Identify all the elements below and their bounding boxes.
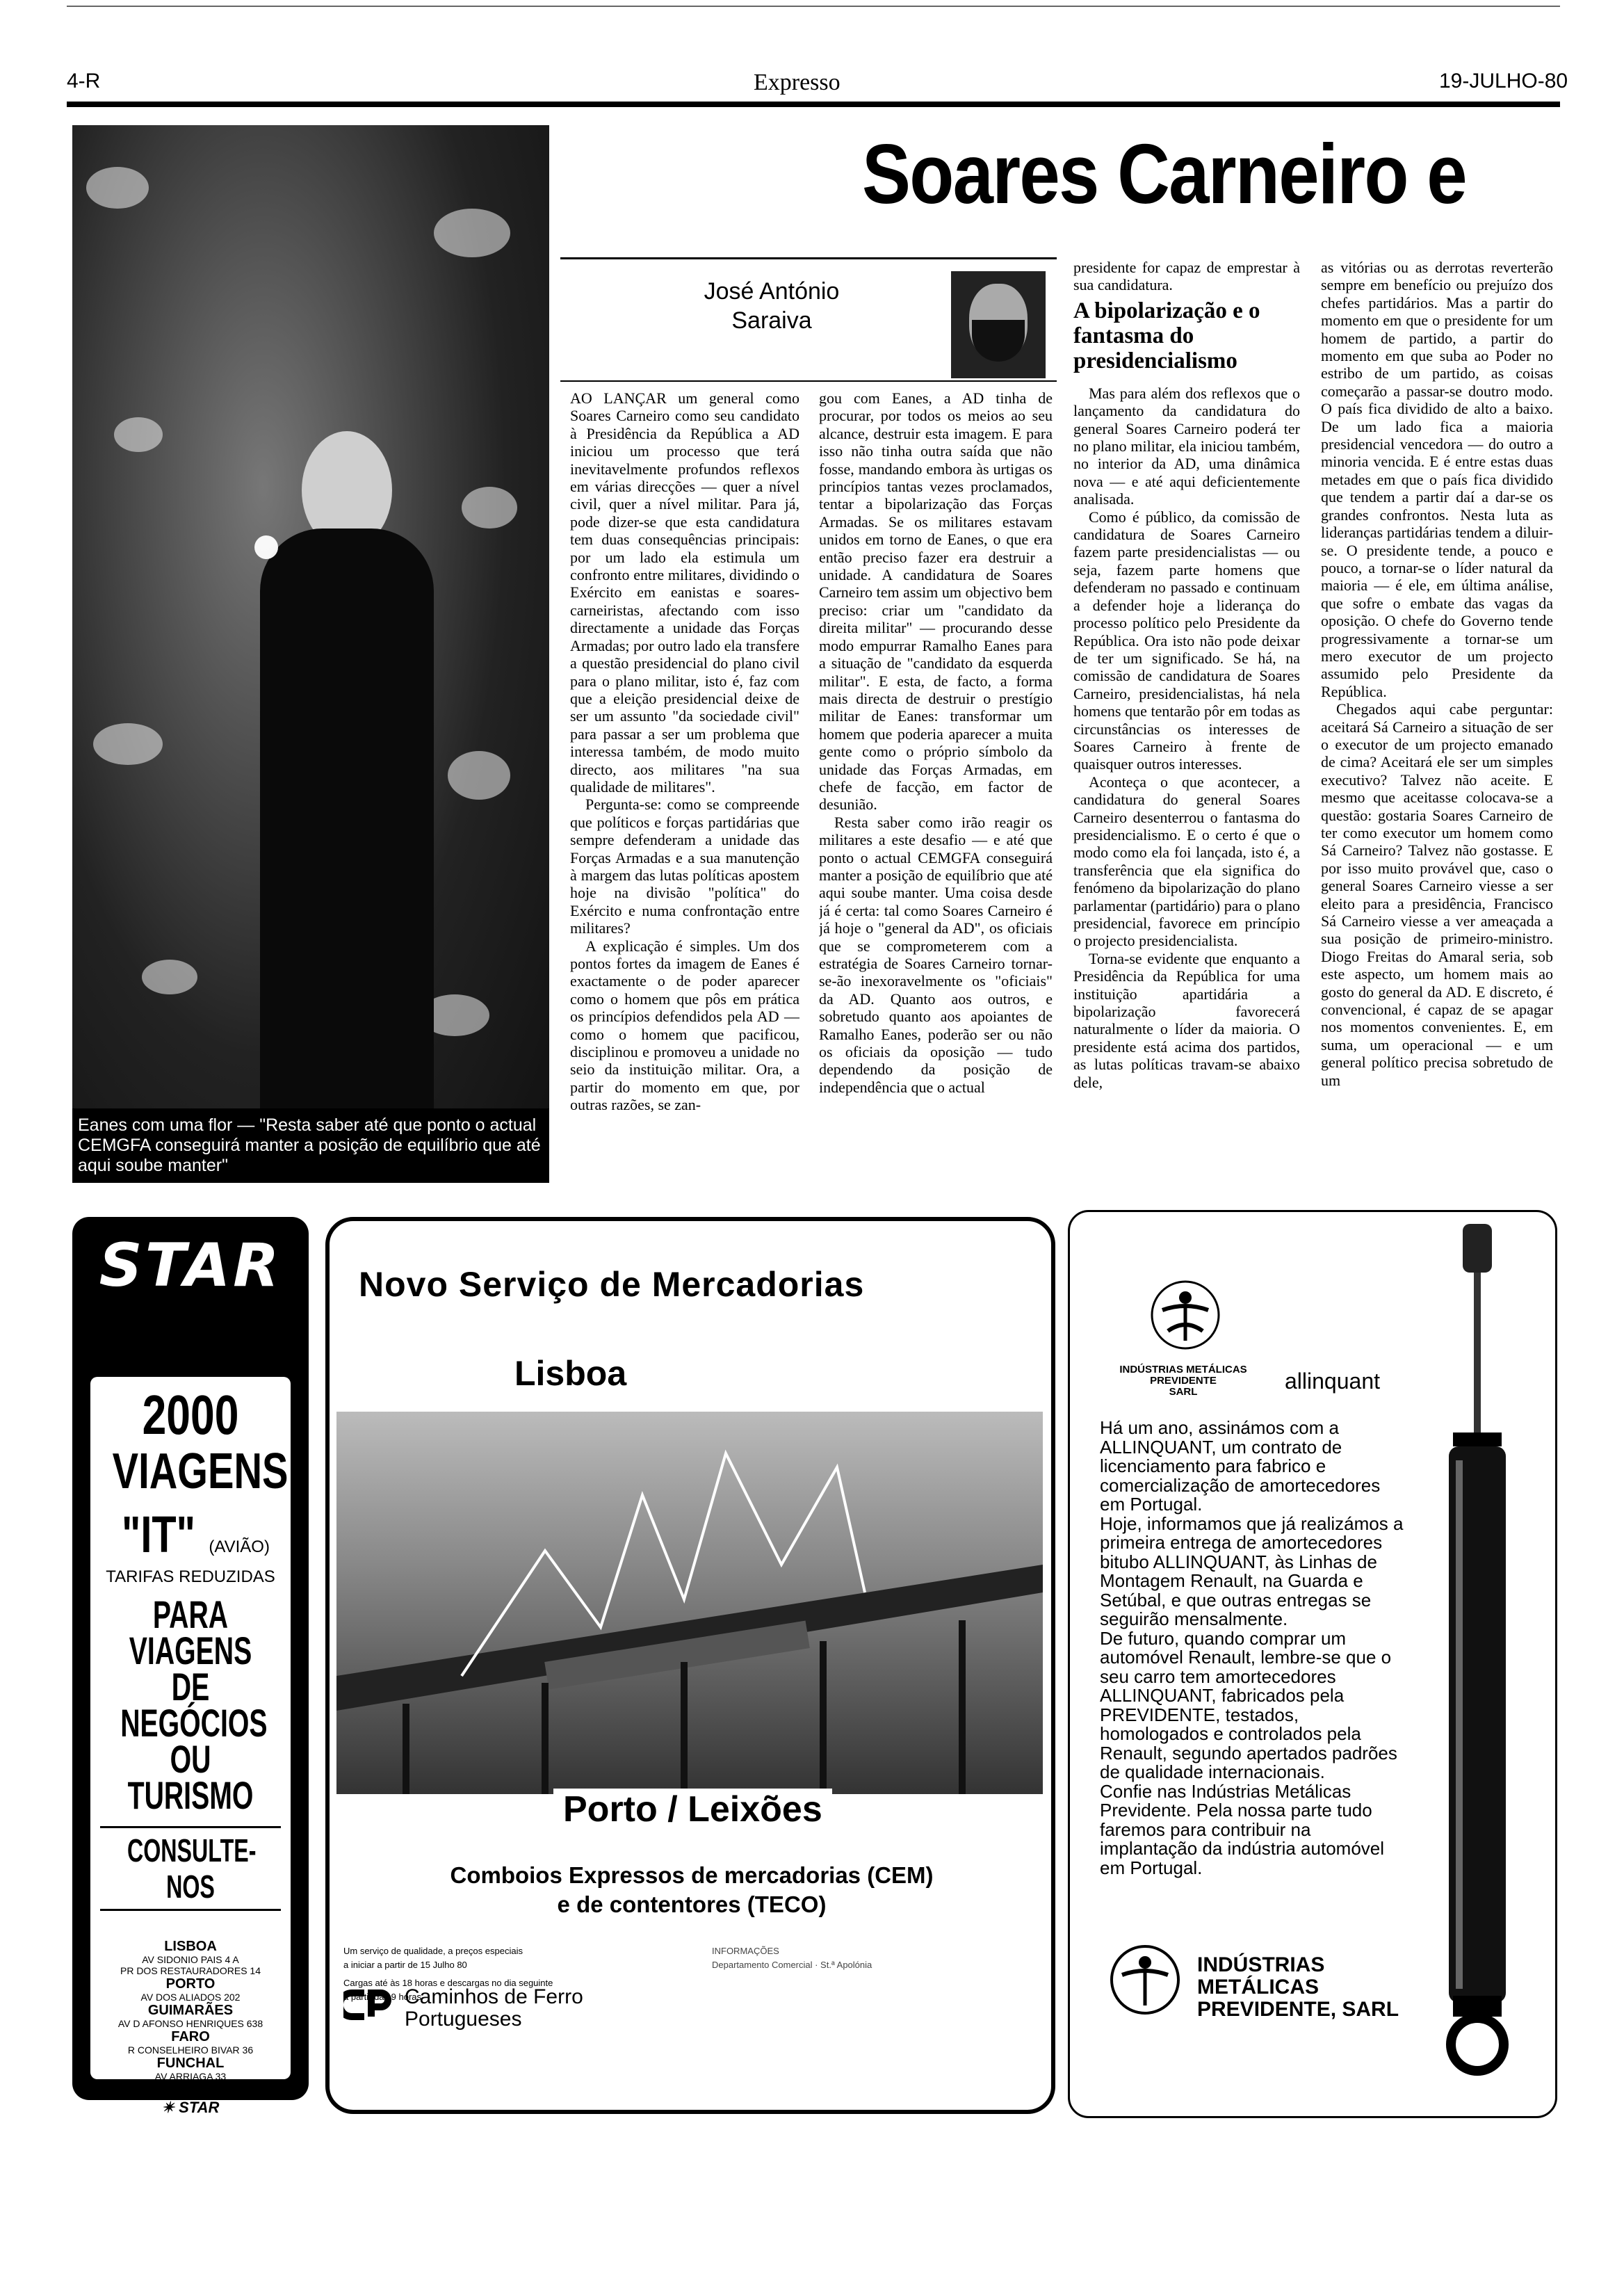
star-bottom-logo: STAR <box>179 2099 220 2116</box>
ad-para: PARA VIAGENS <box>129 1592 252 1672</box>
author-last: Saraiva <box>731 307 812 334</box>
paragraph: Mas para além dos reflexos que o lançamento da candidatura do general Soares Carneiro poderá ter no plano militar, ela iniciou também, no interior da AD, uma dinâmica nova — e até aqui deficientemente analisada. <box>1073 384 1300 508</box>
previdente-footer <box>1197 1954 1399 2021</box>
ad-aviao: (AVIÃO) <box>209 1538 270 1556</box>
article-photo <box>72 125 549 1157</box>
top-border-line <box>67 6 1560 7</box>
footer-line: METÁLICAS <box>1197 1976 1319 1999</box>
address: AV ARRIAGA 33 <box>154 2071 227 2082</box>
paragraph: Pergunta-se: como se compreende que políticos e forças partidárias que sempre defenderam a unidade das Forças Armadas e a sua manutenção à margem das lutas políticas apostem hoje na divisão "política" do Exército e numa confrontação entre militares? <box>570 796 799 937</box>
star-travel-ad <box>72 1217 309 2116</box>
allinquant-logo: allinquant <box>1285 1369 1380 1394</box>
previdente-ad-text <box>1100 1419 1406 1878</box>
cp-title: Novo Serviço de Mercadorias <box>359 1265 865 1304</box>
cp-sub2: e de contentores (TECO) <box>557 1891 827 1917</box>
star-ad-panel <box>90 1377 291 2116</box>
train-bridge-photo <box>336 1412 1043 1794</box>
city-faro: FARO <box>171 2029 210 2044</box>
cp-sub1: Comboios Expressos de mercadorias (CEM) <box>450 1862 934 1888</box>
previdente-name <box>1100 1364 1267 1398</box>
previdente-sarl: SARL <box>1169 1386 1198 1398</box>
man-suit <box>260 528 434 1157</box>
paragraph: Como é público, da comissão de candidatura de Soares Carneiro fazem parte presidencialistas — ou seja, fazem parte homens que defenderam no passado e continuam a defender hoje a liderança do processo político pelo Presidente da República. Ora isto não pode deixar de ter um significado. Se há, na comissão de candidatura de Soares Carneiro, presidencialistas, há nela homens que tentarão pôr em todas as circunstâncias os interesses de Soares Carneiro à frente de quaisquer outros interesses. <box>1073 508 1300 773</box>
star-logo: STAR <box>99 1231 282 1300</box>
paragraph: A explicação é simples. Um dos pontos fortes da imagem de Eanes é exactamente o de poder aparecer como o homem que pôs em prática os princípios defendidos pela AD — como o homem que pacificou, disciplinou e promoveu a unidade no seio da instituição militar. Ora, a partir do momento em que, por outras razões, se zan- <box>570 937 799 1114</box>
article-column-4 <box>1321 259 1553 1175</box>
ad-viagens: VIAGENS <box>112 1444 289 1499</box>
cp-term: a iniciar a partir de 15 Julho 80 <box>343 1960 467 1970</box>
ad-paragraph: Confie nas Indústrias Metálicas Previdente. Pela nossa parte tudo faremos para contribuir na implantação da indústria automóvel em Portugal. <box>1100 1780 1385 1878</box>
author-name <box>681 277 862 335</box>
cp-term: Um serviço de qualidade, a preços especiais <box>343 1946 523 1956</box>
cp-info-line: Departamento Comercial · St.ª Apolónia <box>712 1960 872 1970</box>
cp-info <box>712 1944 872 1972</box>
paragraph: Torna-se evidente que enquanto a Presidência da República for uma instituição apartidária a bipolarização favorecerá naturalmente o líder da maioria. O presidente está acima dos partidos, as lutas políticas travam-se abaixo dele, <box>1073 949 1300 1091</box>
cp-porto: Porto / Leixões <box>553 1789 832 1830</box>
paragraph: AO LANÇAR um general como Soares Carneiro como seu candidato à Presidência da República a AD iniciou um processo que terá inevitavelmente profundos reflexos em várias direcções — quer a nível civil, quer a nível militar. Para já, pode dizer-se que esta candidatura tem duas consequências principais: por um lado ela estimula um confronto entre militares, dividindo o Exército em eanistas e soares-carneiristas, afectando com isso directamente a unidade das Forças Armadas; por outro lado ela transfere a questão presidencial do plano civil para o plano militar, isto é, faz com que a eleição presidencial deixe de ser um assunto "da sociedade civil" para passar a ser um problema que interessa também, de modo muito directo, aos militares "na sua qualidade de militares". <box>570 389 799 796</box>
headline: Soares Carneiro e <box>862 127 1466 221</box>
address: AV D AFONSO HENRIQUES 638 <box>117 2018 263 2029</box>
ad-2000: 2000 <box>142 1384 239 1446</box>
shock-absorber-icon <box>1425 1224 1529 2086</box>
paragraph: Aconteça o que acontecer, a candidatura do general Soares Carneiro desenterrou o fantasma do presidencialismo. E o certo é que o modo como ela foi lançada, isto é, a transferência que ela significa do fenómeno da bipolarização do plano parlamentar (partidário) para o plano presidencial, favorece em princípio o projecto presidencialista. <box>1073 773 1300 950</box>
paragraph: Chegados aqui cabe perguntar: aceitará Sá Carneiro a situação de ser o executor de um projecto emanado de cima? Aceitará ele ser um simples executivo? Talvez não aceite. E mesmo que aceitasse colocava-se a questão: gostaria Soares Carneiro de ter como executor um homem como Sá Carneiro? Talvez não gostasse. E por isso muito provável que, caso o general Soares Carneiro viesse a ser eleito para a presidência, Francisco Sá Carneiro viesse a ver ameaçada a sua posição de primeiro-ministro. Diogo Freitas do Amaral seria, sob este aspecto, um homem mais ao gosto do general da AD. E discreto, é convencional, é capaz de se apagar nos momentos convenientes. E, em suma, um operacional — e um general político precisa sobretudo de um <box>1321 700 1553 1089</box>
photo-caption: Eanes com uma flor — "Resta saber até que ponto o actual CEMGFA conseguirá manter a posição de equilíbrio que até aqui soube manter" <box>72 1108 549 1183</box>
page-number: 4-R <box>67 70 101 92</box>
article-column-3 <box>1073 259 1300 1175</box>
city-funchal: FUNCHAL <box>156 2056 225 2071</box>
previdente-footer-emblem-icon <box>1107 1942 1183 2018</box>
ad-paragraph: Hoje, informamos que já realizámos a primeira entrega de amortecedores bitubo ALLINQUANT, às Linhas de Montagem Renault, na Guarda e Setúbal, e que outras entregas se seguirão mensalmente. <box>1100 1512 1404 1629</box>
ad-tarifas: TARIFAS REDUZIDAS <box>106 1567 275 1586</box>
issue-date: 19-JULHO-80 <box>1439 70 1568 92</box>
header-rule <box>67 102 1560 107</box>
cp-company-2: Portugueses <box>405 2008 522 2031</box>
paragraph: Resta saber como irão reagir os militares a este desafio — e até que ponto o actual CEMGFA conseguirá manter a posição de equilíbrio que até aqui soube manter. Uma coisa desde já é certa: tal como Soares Carneiro é já hoje o "general da AD", os oficiais que se comprometerem com a estratégia de Soares Carneiro tornar-se-ão inexoravelmente os "oficiais" da AD. Quanto aos outros, e sobretudo quanto aos apoiantes de Ramalho Eanes, poderão ser ou não os oficiais da oposição — tudo dependendo da posição de independência que o actual <box>819 813 1053 1096</box>
paragraph: presidente for capaz de emprestar à sua candidatura. <box>1073 259 1300 294</box>
article-column-1 <box>570 389 799 1175</box>
ad-it: "IT" <box>121 1506 195 1563</box>
subheading: A bipolarização e o fantasma do presidencialismo <box>1073 298 1260 373</box>
article-column-2 <box>819 389 1053 1175</box>
address: AV DOS ALIADOS 202 <box>140 1992 241 2003</box>
ad-negocios: DE NEGÓCIOS <box>120 1665 268 1745</box>
ad-turismo: OU TURISMO <box>127 1737 254 1817</box>
masthead: Expresso <box>754 70 841 95</box>
footer-line: PREVIDENTE, SARL <box>1197 1998 1399 2021</box>
cp-company-1: Caminhos de Ferro <box>405 1985 583 2008</box>
previdente-emblem-icon <box>1147 1277 1224 1360</box>
city-lisboa: LISBOA <box>164 1939 217 1954</box>
ad-consulte: CONSULTE-NOS <box>127 1832 257 1905</box>
previdente-name-text: INDÚSTRIAS METÁLICAS PREVIDENTE <box>1119 1364 1247 1387</box>
address: R CONSELHEIRO BIVAR 36 <box>127 2044 254 2056</box>
cp-info-label: INFORMAÇÕES <box>712 1946 779 1956</box>
cp-subtitle <box>348 1861 1036 1919</box>
cp-term: a partir das 9 horas <box>343 1992 422 2002</box>
ad-paragraph: Há um ano, assinámos com a ALLINQUANT, um contrato de licenciamento para fabrico e comercialização de amortecedores em Portugal. <box>1100 1417 1381 1515</box>
city-porto: PORTO <box>165 1976 216 1992</box>
author-first: José António <box>704 278 840 305</box>
ad-paragraph: De futuro, quando comprar um automóvel Renault, lembre-se que o seu carro tem amortecedores ALLINQUANT, fabricados pela PREVIDENTE, testados, homologados e controlados pela Renault, segundo apertados padrões de qualidade internacionais. <box>1100 1627 1397 1782</box>
paragraph: as vitórias ou as derrotas reverterão sempre em benefício ou prejuízo dos chefes partidários. Mas a partir do momento em que o presidente for um homem de partido, a partir do momento em que suba ao Poder no estribo de um partido, as coisas começarão a passar-se doutro modo. O país fica dividido de alto a baixo. De um lado fica a maioria presidencial vencedora — do outro a minoria vencida. E é entre estas duas metades em que o país fica dividido que tendem a partir daí a dar-se os grandes confrontos. Nesta luta as lideranças partidárias tendem a diluir-se. O presidente tende, a pouco e pouco, a tornar-se o líder natural da maioria — é ele, em última análise, que sofre o embate das vagas da oposição. O chefe do Governo tende progressivamente a tornar-se um mero executor de um projecto assumido pelo Presidente da República. <box>1321 259 1553 700</box>
cp-term: Cargas até às 18 horas e descargas no dia seguinte <box>343 1978 553 1988</box>
footer-line: INDÚSTRIAS <box>1197 1953 1325 1976</box>
address: AV SIDONIO PAIS 4 A <box>142 1954 239 1965</box>
star-compass-icon: ✴ <box>161 2099 175 2116</box>
author-portrait <box>951 271 1046 378</box>
cp-logo-icon <box>343 1987 392 2022</box>
address: PR DOS RESTAURADORES 14 <box>120 1965 261 1976</box>
cp-company-name <box>405 1986 583 2031</box>
city-guimaraes: GUIMARÃES <box>147 2003 234 2018</box>
paragraph: gou com Eanes, a AD tinha de procurar, por todos os meios ao seu alcance, destruir esta imagem. E para isso não tinha outra saída que não fosse, mandando embora às urtigas os princípios tantas vezes proclamados, tentar a bipolarização das Forças Armadas. Se os militares estavam unidos em torno de Eanes, o que era então preciso fazer era destruir a unidade. A candidatura de Soares Carneiro tem assim um objectivo bem preciso: criar um "candidato da direita militar" — procurando desse modo empurrar Ramalho Eanes para a situação de "candidato da esquerda militar". E esta, de facto, a forma mais directa de destruir o prestígio militar de Eanes: transformar um homem que poderia aparecer a muita gente como o próprio símbolo da unidade das Forças Armadas, em chefe de facção, em factor de desunião. <box>819 389 1053 814</box>
cp-lisboa: Lisboa <box>514 1354 627 1393</box>
flower-icon <box>254 535 278 559</box>
